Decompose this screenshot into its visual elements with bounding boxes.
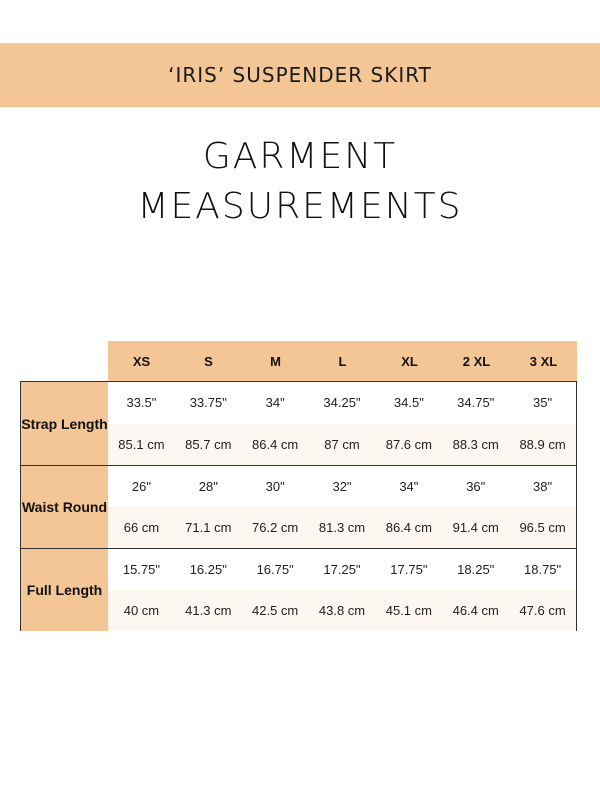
table-cell: 88.9 cm (519, 436, 566, 452)
table-cell: 36" (466, 479, 486, 494)
table-cell: 34.5" (393, 395, 424, 411)
table-cell: 34" (265, 395, 285, 411)
size-header-s: S (204, 353, 213, 369)
table-cell: 43.8 cm (318, 603, 366, 618)
product-name: ‘IRIS’ SUSPENDER SKIRT (168, 63, 432, 87)
header-banner (0, 43, 600, 107)
table-cell: 87 cm (324, 436, 360, 452)
table-cell: 40 cm (123, 603, 160, 618)
size-header-m: M (270, 353, 281, 369)
table-cell: 28" (198, 479, 218, 494)
table-cell: 16.75" (256, 562, 294, 577)
table-cell: 17.75" (390, 562, 428, 577)
table-cell: 45.1 cm (385, 603, 432, 618)
table-cell: 42.5 cm (252, 603, 299, 618)
table-cell: 85.7 cm (185, 436, 232, 452)
table-cell: 66 cm (123, 520, 160, 535)
table-cell: 34.25" (323, 395, 361, 411)
table-cell: 33.5" (126, 395, 157, 411)
table-cell: 88.3 cm (452, 436, 499, 452)
measurements-table (20, 381, 577, 631)
measurement-group-full-length (21, 548, 576, 631)
table-cell: 86.4 cm (385, 520, 432, 535)
table-cell: 41.3 cm (185, 603, 232, 618)
table-cell: 86.4 cm (252, 436, 299, 452)
table-cell: 87.6 cm (385, 436, 432, 452)
measurement-group-strap-length (21, 382, 576, 465)
page-title (0, 132, 600, 232)
size-header-xs: XS (132, 353, 151, 369)
row-label-full-length: Full Length (21, 549, 108, 631)
size-header-l: L (338, 353, 347, 369)
table-row (108, 382, 576, 424)
table-cell: 35" (533, 395, 553, 411)
table-row (108, 466, 576, 507)
table-cell: 91.4 cm (452, 520, 499, 535)
table-cell: 18.25" (457, 562, 495, 577)
size-header-2xl: 2 XL (462, 353, 491, 369)
table-cell: 34" (399, 479, 419, 494)
table-cell: 33.75" (189, 395, 227, 411)
table-cell: 32" (332, 479, 352, 494)
title-line-2: MEASUREMENTS (137, 186, 463, 227)
table-row (108, 590, 576, 631)
table-row (108, 549, 576, 590)
size-header-3xl: 3 XL (529, 353, 558, 369)
table-cell: 76.2 cm (252, 520, 299, 535)
table-cell: 71.1 cm (185, 520, 232, 535)
table-cell: 96.5 cm (519, 520, 566, 535)
table-cell: 81.3 cm (318, 520, 366, 535)
table-cell: 18.75" (524, 562, 562, 577)
title-line-1: GARMENT (202, 136, 398, 177)
table-cell: 38" (533, 479, 553, 494)
table-cell: 17.25" (323, 562, 361, 577)
table-row (108, 424, 576, 466)
table-cell: 85.1 cm (118, 436, 165, 452)
table-cell: 34.75" (457, 395, 495, 411)
table-cell: 16.25" (189, 562, 227, 577)
table-cell: 47.6 cm (519, 603, 566, 618)
row-label-waist-round: Waist Round (21, 466, 108, 548)
row-label-strap-length: Strap Length (21, 382, 108, 465)
measurement-group-waist-round (21, 465, 576, 548)
table-cell: 15.75" (122, 562, 160, 577)
table-row (108, 507, 576, 548)
table-cell: 26" (131, 479, 151, 494)
size-header-xl: XL (401, 353, 418, 369)
table-cell: 30" (265, 479, 285, 494)
table-cell: 46.4 cm (452, 603, 499, 618)
size-header-row (108, 341, 577, 381)
